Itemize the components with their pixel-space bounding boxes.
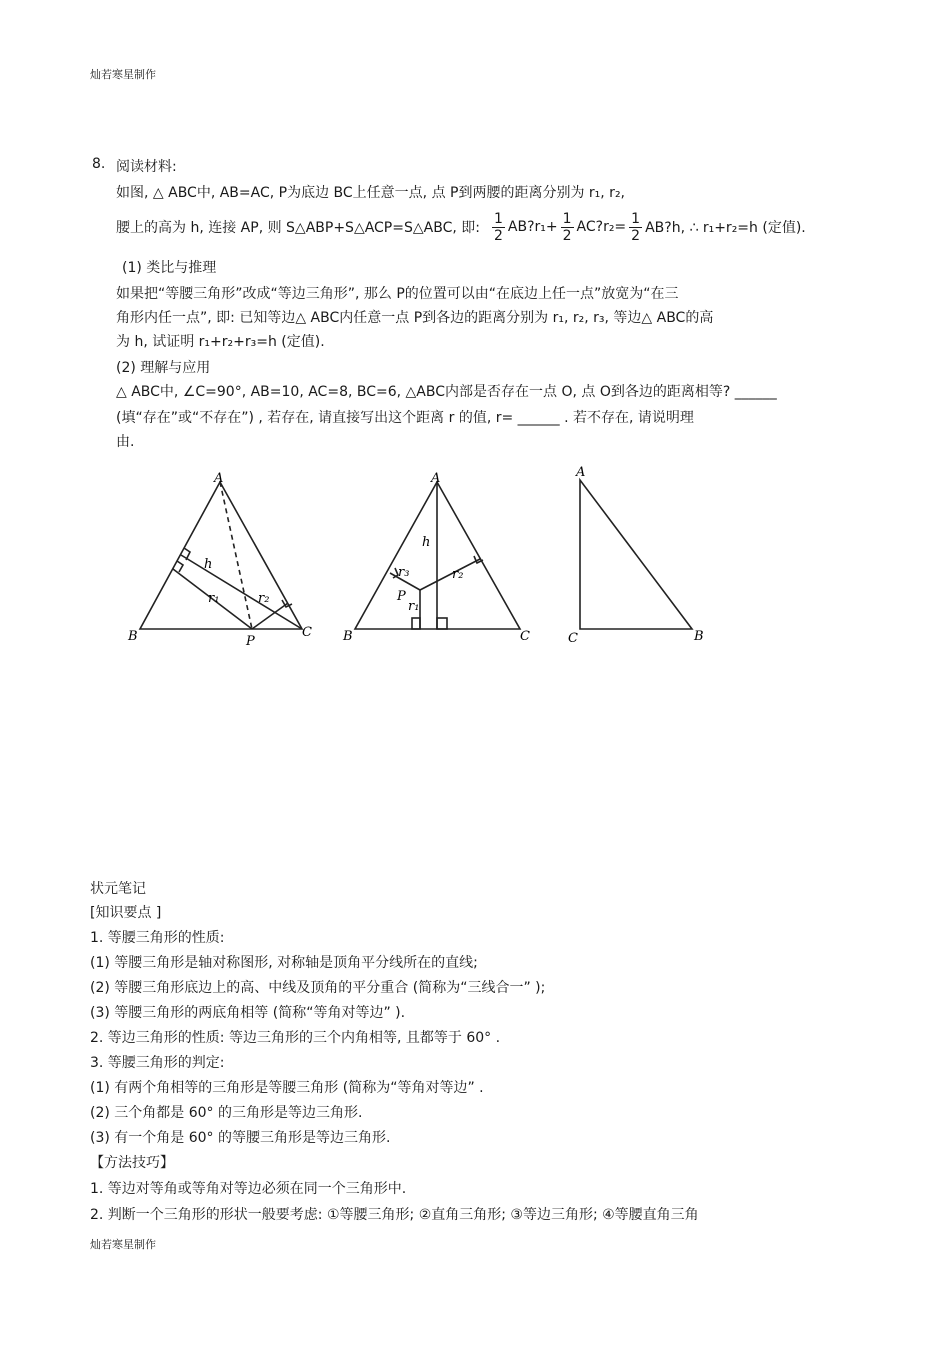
notes-title: 状元笔记 (90, 881, 146, 897)
distance-r2-label: r₂ (452, 567, 464, 582)
height-h-label: h (204, 557, 213, 572)
part2-title: (2) 理解与应用 (116, 360, 211, 376)
notes-line: 3. 等腰三角形的判定: (90, 1055, 225, 1071)
vertex-c-label: C (568, 631, 578, 646)
notes-line: (2) 三个角都是 60° 的三角形是等边三角形. (90, 1105, 363, 1121)
notes-line: (3) 有一个角是 60° 的等腰三角形是等边三角形. (90, 1130, 391, 1146)
intro-2b: AB?r₁+ (507, 219, 558, 235)
notes-line: 1. 等边对等角或等角对等边必须在同一个三角形中. (90, 1181, 407, 1197)
intro-2a: 腰上的高为 h, 连接 AP, 则 S△ABP+S△ACP=S△ABC, 即: (116, 220, 480, 236)
notes-line: (1) 有两个角相等的三角形是等腰三角形 (简称为“等角对等边” . (90, 1080, 484, 1096)
intro-line-2 (116, 207, 806, 247)
notes-line: 1. 等腰三角形的性质: (90, 930, 225, 946)
problem-number: 8. (92, 156, 106, 172)
notes-line: 【方法技巧】 (90, 1155, 174, 1171)
figure-right-triangle (560, 452, 740, 652)
vertex-c-label: C (520, 629, 530, 644)
half-fraction: $\frac{1}{2}$ (562, 210, 572, 244)
part1-line-1: 如果把“等腰三角形”改成“等边三角形”, 那么 P的位置可以由“在底边上任一点”放宽为“在三 (116, 286, 679, 302)
part1-title: (1) 类比与推理 (122, 260, 217, 276)
page-header: 灿若寒星制作 (90, 68, 156, 81)
vertex-b-label: B (694, 629, 704, 644)
page-footer: 灿若寒星制作 (90, 1238, 156, 1251)
figure-isosceles (90, 452, 340, 652)
half-fraction: $\frac{1}{2}$ (493, 210, 503, 244)
vertex-a-label: A (576, 465, 586, 480)
intro-line-1: 如图, △ ABC中, AB=AC, P为底边 BC上任意一点, 点 P到两腰的距离分别为 r₁, r₂, (116, 185, 626, 201)
intro-2c: AC?r₂= (576, 219, 627, 235)
distance-r3-label: r₃ (398, 565, 410, 580)
half-fraction: $\frac{1}{2}$ (631, 210, 641, 244)
distance-r1-label: r₁ (208, 591, 220, 606)
figure-equilateral (340, 452, 550, 652)
vertex-a-label: A (214, 471, 224, 486)
distance-r1-label: r₁ (408, 599, 420, 614)
notes-line: (2) 等腰三角形底边上的高、中线及顶角的平分重合 (简称为“三线合一” ); (90, 980, 546, 996)
vertex-b-label: B (128, 629, 138, 644)
notes-line: (3) 等腰三角形的两底角相等 (简称“等角对等边” ). (90, 1005, 406, 1021)
figures-panel (90, 452, 862, 652)
problem-title: 阅读材料: (116, 159, 177, 175)
point-p-label: P (246, 634, 255, 649)
vertex-b-label: B (343, 629, 353, 644)
part2-line-1: △ ABC中, ∠C=90°, AB=10, AC=8, BC=6, △ABC内部是否存在一点 O, 点 O到各边的距离相等? ______ (116, 384, 777, 400)
point-p-label: P (397, 589, 406, 604)
part2-line-3: 由. (116, 434, 135, 450)
notes-line: 2. 等边三角形的性质: 等边三角形的三个内角相等, 且都等于 60° . (90, 1030, 501, 1046)
distance-r2-label: r₂ (258, 591, 270, 606)
height-h-label: h (422, 535, 431, 550)
part1-line-3: 为 h, 试证明 r₁+r₂+r₃=h (定值). (116, 334, 325, 350)
notes-line: [知识要点 ] (90, 905, 162, 921)
intro-2d: AB?h, ∴ r₁+r₂=h (定值). (645, 220, 806, 236)
part1-line-2: 角形内任一点”, 即: 已知等边△ ABC内任意一点 P到各边的距离分别为 r₁, r₂, r₃, 等边△ ABC的高 (116, 310, 714, 326)
part2-line-2: (填“存在”或“不存在”) , 若存在, 请直接写出这个距离 r 的值, r= ______ . 若不存在, 请说明理 (116, 410, 694, 426)
notes-line: 2. 判断一个三角形的形状一般要考虑: ①等腰三角形; ②直角三角形; ③等边三角形; ④等腰直角三角 (90, 1207, 699, 1223)
notes-list (90, 903, 890, 1233)
vertex-c-label: C (302, 625, 312, 640)
vertex-a-label: A (431, 471, 441, 486)
notes-line: (1) 等腰三角形是轴对称图形, 对称轴是顶角平分线所在的直线; (90, 955, 478, 971)
